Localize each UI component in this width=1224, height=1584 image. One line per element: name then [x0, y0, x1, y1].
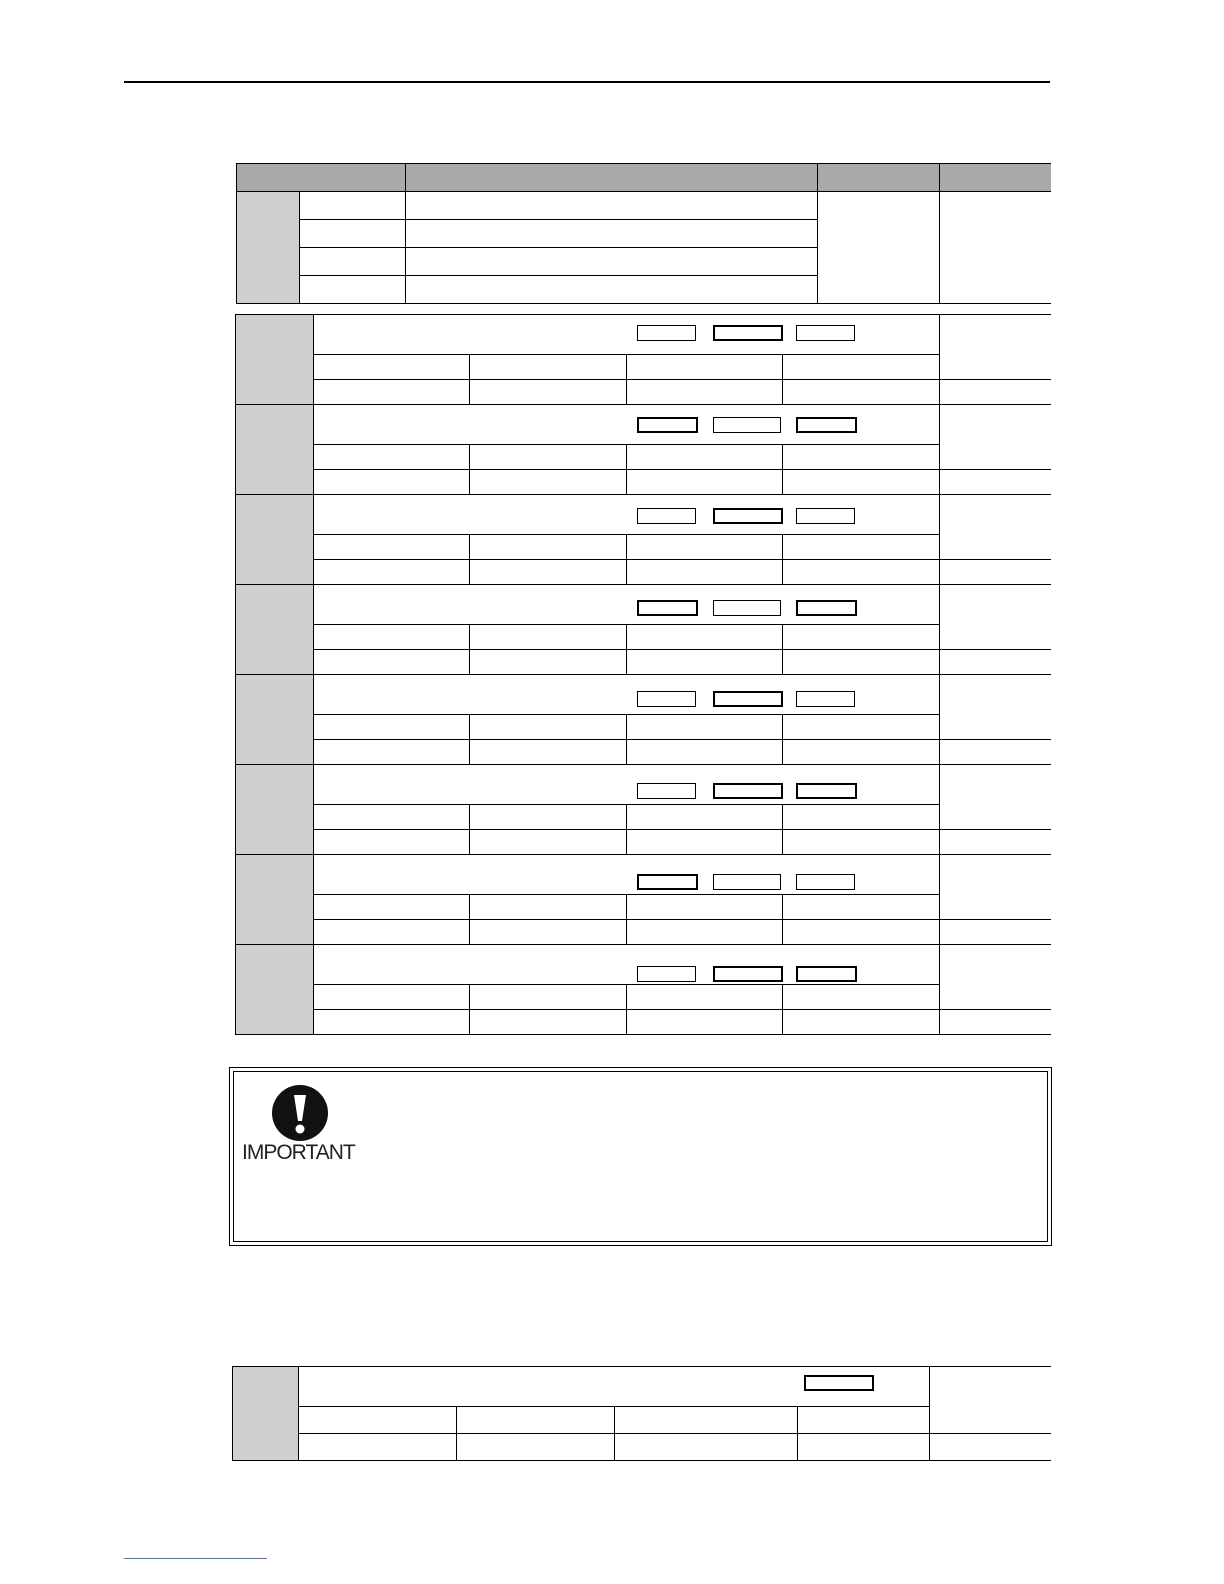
when-enabled-cell	[783, 445, 940, 470]
value-cell	[470, 740, 627, 765]
setting-unit-cell	[470, 535, 627, 560]
footer-link-rule	[124, 1558, 267, 1559]
value-cell	[314, 920, 470, 945]
mode-indicator-box	[637, 417, 698, 433]
description-cell	[406, 192, 818, 220]
parameter-number-cell	[236, 585, 314, 675]
group-label-cell	[237, 192, 300, 304]
value-cell	[470, 470, 627, 495]
mode-indicator-box	[796, 691, 855, 707]
value-cell	[783, 380, 940, 405]
value-cell	[470, 830, 627, 855]
setting-range-cell	[299, 1407, 457, 1434]
bottom-parameter-table	[232, 1366, 1051, 1461]
setting-range-cell	[314, 985, 470, 1010]
value-cell	[470, 1010, 627, 1035]
value-cell	[783, 830, 940, 855]
value-cell	[314, 560, 470, 585]
important-label: IMPORTANT	[242, 1141, 355, 1164]
setting-range-cell	[314, 895, 470, 920]
value-cell	[783, 1010, 940, 1035]
mode-indicator-box	[804, 1375, 874, 1391]
classification-cell	[940, 315, 1051, 380]
parameter-number-cell	[236, 945, 314, 1035]
value-cell	[930, 1434, 1051, 1461]
parameter-number-cell	[236, 765, 314, 855]
mode-indicator-box	[796, 417, 857, 433]
mode-indicator-box	[713, 783, 783, 799]
setting-unit-cell	[470, 355, 627, 380]
setting-range-cell	[314, 445, 470, 470]
setting-unit-cell	[470, 985, 627, 1010]
setting-unit-cell	[470, 805, 627, 830]
merged-cell	[940, 192, 1051, 304]
value-cell	[615, 1434, 798, 1461]
mode-indicator-box	[713, 600, 781, 616]
factory-setting-cell	[627, 625, 783, 650]
option-cell	[300, 276, 406, 304]
setting-unit-cell	[470, 895, 627, 920]
factory-setting-cell	[627, 895, 783, 920]
setting-range-cell	[314, 355, 470, 380]
mode-indicator-box	[713, 417, 781, 433]
setting-range-cell	[314, 715, 470, 740]
setting-unit-cell	[470, 625, 627, 650]
value-cell	[940, 470, 1051, 495]
mode-indicator-box	[796, 325, 855, 341]
when-enabled-cell	[783, 355, 940, 380]
important-notice-inner-frame	[233, 1071, 1048, 1242]
value-cell	[783, 920, 940, 945]
value-cell	[314, 650, 470, 675]
classification-cell	[940, 585, 1051, 650]
value-cell	[940, 740, 1051, 765]
factory-setting-cell	[627, 535, 783, 560]
mode-indicator-box	[713, 508, 783, 524]
value-cell	[940, 560, 1051, 585]
option-cell	[300, 192, 406, 220]
header-cell-1	[237, 164, 406, 192]
mode-indicator-box	[637, 508, 696, 524]
classification-cell	[940, 855, 1051, 920]
value-cell	[783, 740, 940, 765]
classification-cell	[940, 765, 1051, 830]
value-cell	[314, 1010, 470, 1035]
value-cell	[314, 830, 470, 855]
parameter-number-cell	[236, 855, 314, 945]
mode-indicator-box	[713, 691, 783, 707]
option-cell	[300, 248, 406, 276]
when-enabled-cell	[783, 805, 940, 830]
value-cell	[457, 1434, 615, 1461]
when-enabled-cell	[783, 895, 940, 920]
value-cell	[783, 650, 940, 675]
exclamation-circle-icon	[270, 1083, 330, 1143]
value-cell	[470, 650, 627, 675]
value-cell	[940, 920, 1051, 945]
value-cell	[783, 560, 940, 585]
setting-unit-cell	[457, 1407, 615, 1434]
value-cell	[314, 740, 470, 765]
value-cell	[798, 1434, 930, 1461]
factory-setting-cell	[627, 715, 783, 740]
classification-cell	[940, 405, 1051, 470]
parameter-number-cell	[233, 1367, 299, 1461]
classification-cell	[930, 1367, 1051, 1434]
value-cell	[940, 380, 1051, 405]
factory-setting-cell	[627, 985, 783, 1010]
value-cell	[940, 1010, 1051, 1035]
page-header-rule	[124, 81, 1050, 83]
value-cell	[314, 470, 470, 495]
factory-setting-cell	[627, 445, 783, 470]
parameter-number-cell	[236, 675, 314, 765]
classification-cell	[940, 945, 1051, 1010]
when-enabled-cell	[783, 535, 940, 560]
mode-indicator-box	[796, 874, 855, 890]
value-cell	[470, 920, 627, 945]
mode-indicator-box	[796, 508, 855, 524]
mode-indicator-box	[637, 966, 696, 982]
mode-indicator-box	[713, 966, 783, 982]
mode-indicator-box	[713, 325, 783, 341]
mode-indicator-box	[796, 966, 857, 982]
parameter-number-cell	[236, 405, 314, 495]
selection-table	[236, 163, 1051, 304]
value-cell	[783, 470, 940, 495]
header-cell-4	[940, 164, 1051, 192]
description-cell	[406, 220, 818, 248]
value-cell	[627, 470, 783, 495]
mode-indicator-box	[637, 691, 696, 707]
value-cell	[627, 380, 783, 405]
description-cell	[406, 248, 818, 276]
header-cell-3	[818, 164, 940, 192]
value-cell	[314, 380, 470, 405]
when-enabled-cell	[783, 625, 940, 650]
setting-unit-cell	[470, 715, 627, 740]
value-cell	[627, 650, 783, 675]
option-cell	[300, 220, 406, 248]
factory-setting-cell	[615, 1407, 798, 1434]
parameter-number-cell	[236, 495, 314, 585]
mode-indicator-box	[637, 874, 698, 890]
value-cell	[299, 1434, 457, 1461]
when-enabled-cell	[783, 985, 940, 1010]
value-cell	[627, 560, 783, 585]
setting-range-cell	[314, 535, 470, 560]
mode-indicator-box	[713, 874, 781, 890]
header-cell-2	[406, 164, 818, 192]
when-enabled-cell	[783, 715, 940, 740]
value-cell	[470, 380, 627, 405]
setting-unit-cell	[470, 445, 627, 470]
value-cell	[940, 650, 1051, 675]
factory-setting-cell	[627, 355, 783, 380]
mode-indicator-box	[637, 325, 696, 341]
mode-indicator-box	[796, 600, 857, 616]
value-cell	[470, 560, 627, 585]
value-cell	[627, 1010, 783, 1035]
classification-cell	[940, 675, 1051, 740]
mode-indicator-box	[637, 783, 696, 799]
when-enabled-cell	[798, 1407, 930, 1434]
mode-indicator-box	[796, 783, 857, 799]
setting-range-cell	[314, 805, 470, 830]
classification-cell	[940, 495, 1051, 560]
merged-cell	[818, 192, 940, 304]
setting-range-cell	[314, 625, 470, 650]
parameter-number-cell	[236, 315, 314, 405]
description-cell	[406, 276, 818, 304]
value-cell	[627, 920, 783, 945]
value-cell	[940, 830, 1051, 855]
value-cell	[627, 830, 783, 855]
factory-setting-cell	[627, 805, 783, 830]
value-cell	[627, 740, 783, 765]
mode-indicator-box	[637, 600, 698, 616]
